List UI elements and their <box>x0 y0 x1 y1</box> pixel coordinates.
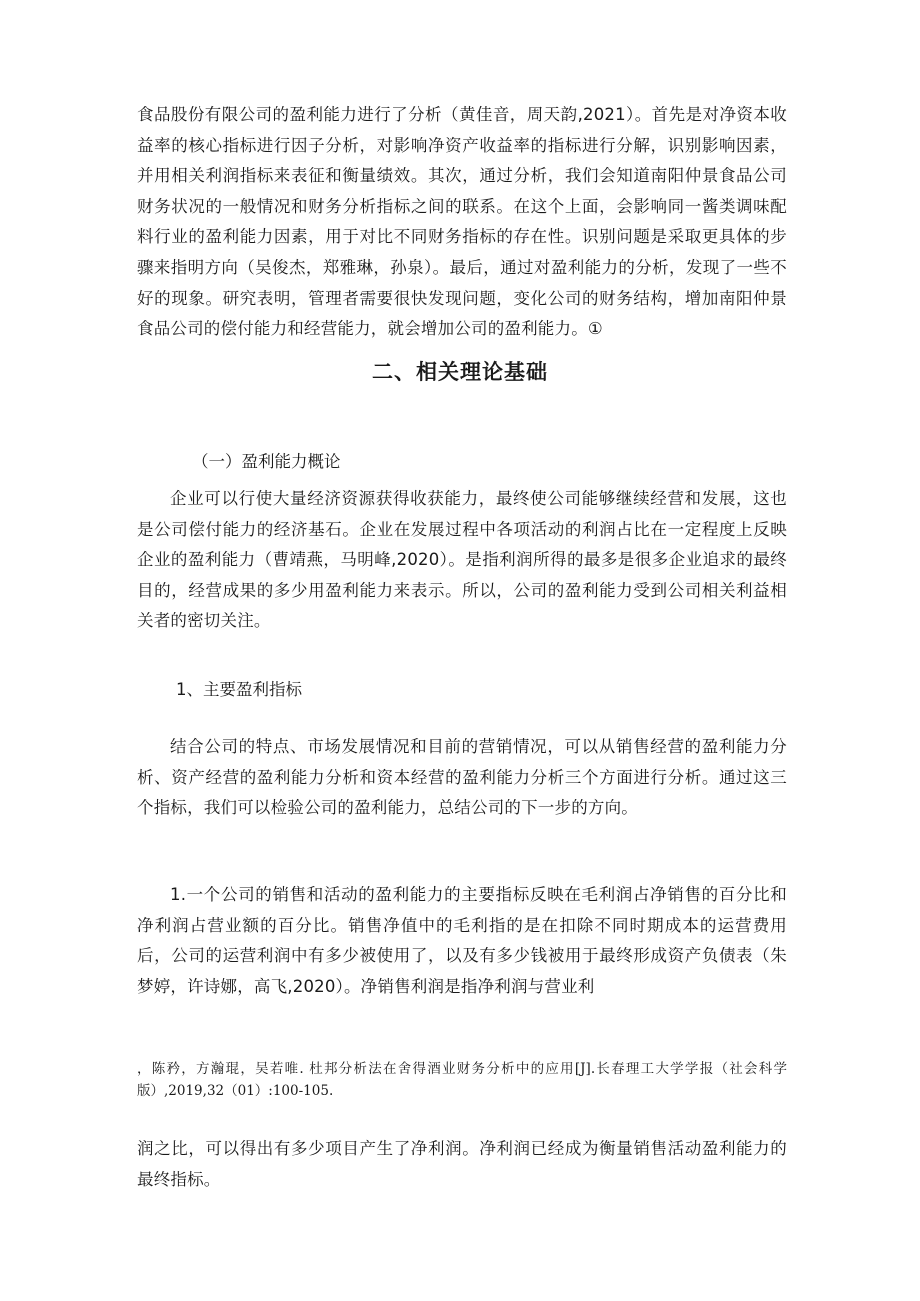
subheading-main-indicators: 1、主要盈利指标 <box>176 680 302 699</box>
footnote: ，陈矜，方瀚琨，吴若唯. 杜邦分析法在舍得酒业财务分析中的应用[J].长春理工大学学报（社会科学版）,2019,32（01）:100-105. <box>137 1061 787 1099</box>
continuation-paragraph: 润之比，可以得出有多少项目产生了净利润。净利润已经成为衡量销售活动盈利能力的最终指标。 <box>137 1139 787 1189</box>
subheading-profitability-overview: （一）盈利能力概论 <box>192 452 341 471</box>
combine-paragraph: 结合公司的特点、市场发展情况和目前的营销情况，可以从销售经营的盈利能力分析、资产经营的盈利能力分析和资本经营的盈利能力分析三个方面进行分析。通过这三个指标，我们可以检验公司的盈利能力，总结公司的下一步的方向。 <box>137 737 787 818</box>
intro-paragraph: 食品股份有限公司的盈利能力进行了分析（黄佳音，周天韵,2021）。首先是对净资本收益率的核心指标进行因子分析，对影响净资产收益率的指标进行分解，识别影响因素，并用相关利润指标来表征和衡量绩效。其次，通过分析，我们会知道南阳仲景食品公司财务状况的一般情况和财务分析指标之间的联系。在这个上面，会影响同一酱类调味配料行业的盈利能力因素，用于对比不同财务指标的存在性。识别问题是采取更具体的步骤来指明方向（吴俊杰，郑雅琳，孙泉）。最后，通过对盈利能力的分析，发现了一些不好的现象。研究表明，管理者需要很快发现问题，变化公司的财务结构，增加南阳仲景食品公司的偿付能力和经营能力，就会增加公司的盈利能力。① <box>137 105 787 339</box>
overview-paragraph: 企业可以行使大量经济资源获得收获能力，最终使公司能够继续经营和发展，这也是公司偿付能力的经济基石。企业在发展过程中各项活动的利润占比在一定程度上反映企业的盈利能力（曹靖燕，马明峰,2020）。是指利润所得的最多是很多企业追求的最终目的，经营成果的多少用盈利能力来表示。所以，公司的盈利能力受到公司相关利益相关者的密切关注。 <box>137 489 787 631</box>
section-title: 二、相关理论基础 <box>372 360 548 384</box>
item1-paragraph: 1.一个公司的销售和活动的盈利能力的主要指标反映在毛利润占净销售的百分比和净利润占营业额的百分比。销售净值中的毛利指的是在扣除不同时期成本的运营费用后，公司的运营利润中有多少被使用了，以及有多少钱被用于最终形成资产负债表（朱梦婷，许诗娜，高飞,2020）。净销售利润是指净利润与营业利 <box>137 885 787 996</box>
